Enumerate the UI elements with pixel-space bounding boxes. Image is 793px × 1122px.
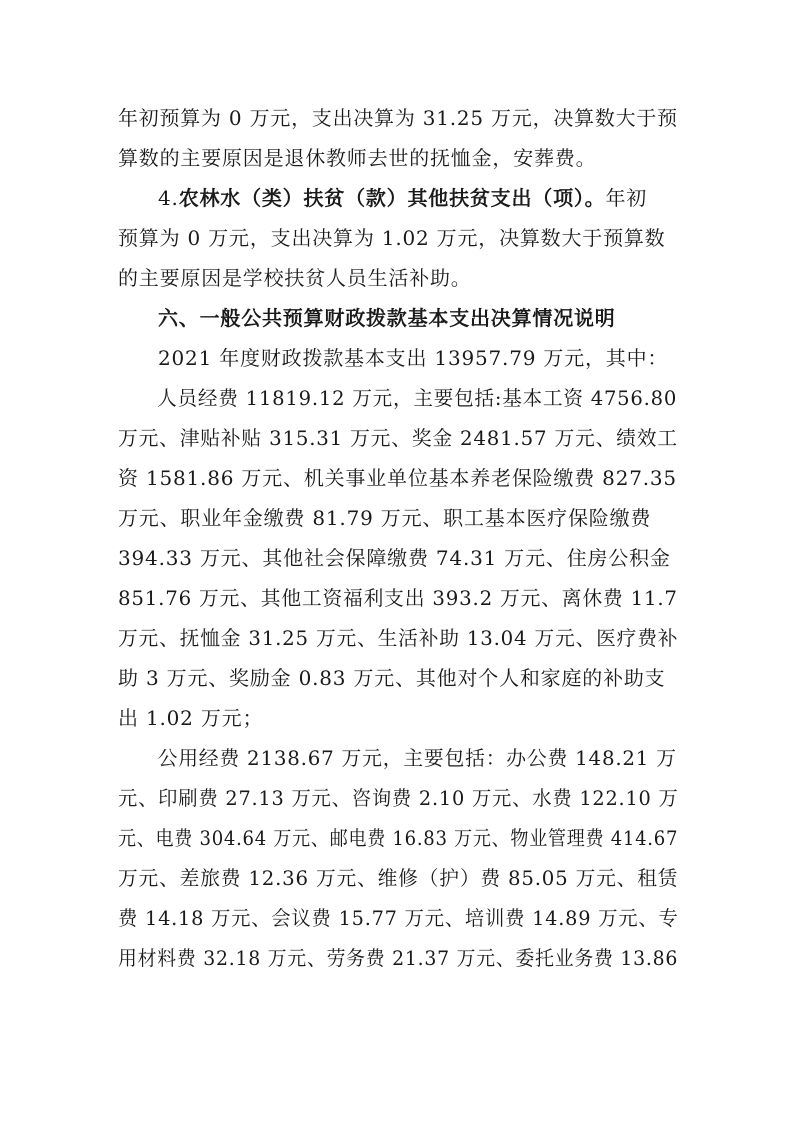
document-body	[118, 98, 678, 978]
section-heading: 六、一般公共预算财政拨款基本支出决算情况说明	[158, 306, 616, 330]
text-line: 的主要原因是学校扶贫人员生活补助。	[118, 266, 472, 290]
item-4-number: 4.	[158, 186, 179, 210]
text-line: 万元、职业年金缴费 81.79 万元、职工基本医疗保险缴费	[118, 506, 652, 530]
text-line: 预算为 0 万元，支出决算为 1.02 万元，决算数大于预算数	[118, 226, 666, 250]
text-line: 用材料费 32.18 万元、劳务费 21.37 万元、委托业务费 13.86	[118, 946, 679, 970]
text-line: 公用经费 2138.67 万元，主要包括：办公费 148.21 万	[157, 746, 677, 770]
text-line: 算数的主要原因是退休教师去世的抚恤金，安葬费。	[118, 146, 597, 170]
text-line: 394.33 万元、其他社会保障缴费 74.31 万元、住房公积金	[118, 546, 671, 570]
item-4-heading: 农林水（类）扶贫（款）其他扶贫支出（项）。	[178, 186, 606, 210]
text-line: 851.76 万元、其他工资福利支出 393.2 万元、离休费 11.7	[118, 586, 678, 610]
item-4-tail: 年初	[605, 186, 648, 210]
text-line: 资 1581.86 万元、机关事业单位基本养老保险缴费 827.35	[118, 466, 677, 490]
text-line: 万元、抚恤金 31.25 万元、生活补助 13.04 万元、医疗费补	[118, 626, 679, 650]
text-line: 元、电费 304.64 万元、邮电费 16.83 万元、物业管理费 414.67	[118, 826, 679, 850]
text-line: 年初预算为 0 万元，支出决算为 31.25 万元，决算数大于预	[118, 106, 678, 130]
text-line: 2021 年度财政拨款基本支出 13957.79 万元，其中：	[158, 346, 669, 370]
text-line: 费 14.18 万元、会议费 15.77 万元、培训费 14.89 万元、专	[118, 906, 679, 930]
text-line: 人员经费 11819.12 万元，主要包括:基本工资 4756.80	[157, 386, 678, 410]
text-line: 万元、差旅费 12.36 万元、维修（护）费 85.05 万元、租赁	[118, 866, 679, 890]
text-line: 出 1.02 万元；	[118, 706, 264, 730]
item-4-heading-line	[118, 178, 678, 218]
text-line: 元、印刷费 27.13 万元、咨询费 2.10 万元、水费 122.10 万	[118, 786, 679, 810]
text-line: 万元、津贴补贴 315.31 万元、奖金 2481.57 万元、绩效工	[118, 426, 678, 450]
text-line: 助 3 万元、奖励金 0.83 万元、其他对个人和家庭的补助支	[118, 666, 666, 690]
